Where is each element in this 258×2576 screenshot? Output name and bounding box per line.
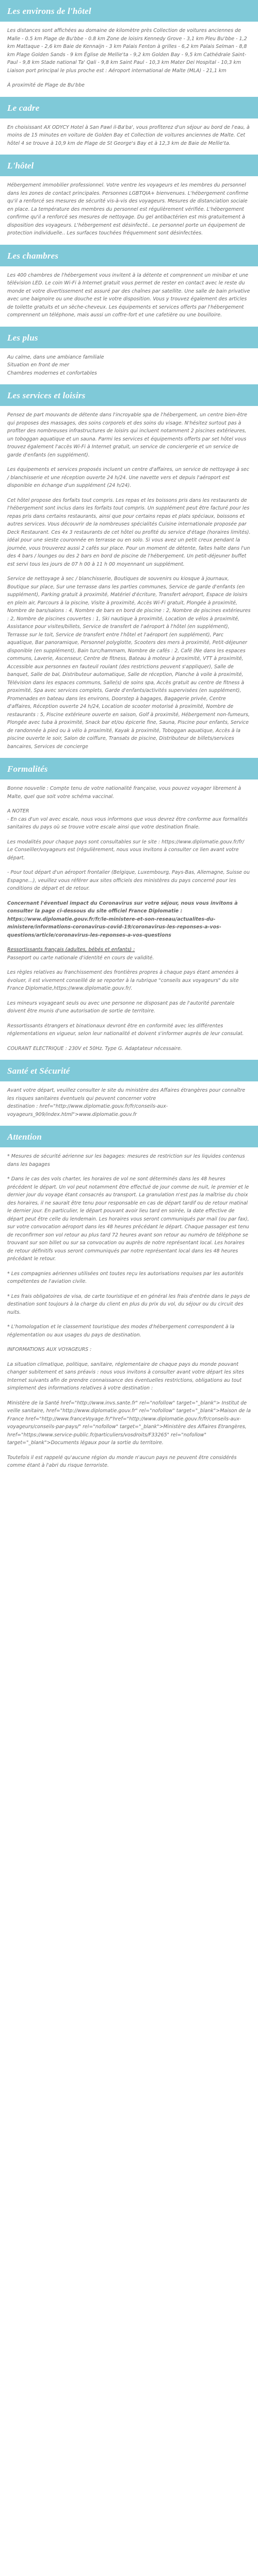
services-forfaits: Cet hôtel propose des forfaits tout compris. Les repas et les boissons pris dans les restaurants de l'hébergement sont inclus dans les forfaits tout compris. Un supplément peut être facturé pour les repas pris dans certains restaurants, ainsi que pour certains repas et plats spéciaux, boissons et autres services. Vous découvrir de la nombreuses spécialités Cuisine internationale proposée par Deck Restaurant. Ces 4x 3 restaurants de cet hôtel ou profité du service d'étage (horaires limités). idéal pour une sieste couronnée en terrasse ou en solo. Si vous avez un petit creux pendant la journée, vous trouverez aussi 2 cafés sur place. Pour un moment de détente, faites halte dans l'un des 4 bars / lounges ou des 2 bars en bord de piscine de l'hébergement. Un petit-déjeuner buffet est servi tous les jours de 07 h 00 à 11 h 00 moyennant un supplément.: [7, 497, 251, 567]
section-title-environs: Les environs de l'hôtel: [0, 0, 258, 22]
formalites-etrangers: Ressortissants étrangers et binationaux devront être en conformité avec les différentes réglementations en vigueur, selon leur nationalité et doivent s'informer auprès de leur consulat.: [7, 1023, 244, 1037]
attention-bagages-link[interactable]: * Mesures de sécurité aérienne sur les bagages: mesures de restriction sur les liquides contenus dans les bagages: [7, 1154, 245, 1167]
section-title-hotel: L'hôtel: [0, 155, 258, 176]
attention-ministere-link[interactable]: Ministère de la Santé href="http://www.invs.sante.fr" rel="nofollow" target="_blank"> Institut de veille sanitaire, href="http://www.diplomatie.gouv.fr" rel="nofollow" target="_blank">Maison de la France href="http://www.franceVoyage.fr/"href="http://www.diplomatie.gouv.fr/fr/conseils-aux-voyageurs/conseils-par-pays/" rel="nofollow" target="_blank">Ministère des Affaires Etrangères, href="https://www.service-public.fr/particuliers/vosdroits/F33265" rel="nofollow" target="_blank">Documents légaux pour la sortie du territoire.: [7, 1400, 251, 1446]
services-liste: Service de nettoyage à sec / blanchisserie, Boutiques de souvenirs ou kiosque à journaux, Boutique sur place, Sur une terrasse dans les parties communes, Service de garde d'enfants (en supplément), Parking gratuit à proximité, Matériel d'écriture, Transfert aéroport, Espace de loisirs en plein air, Parcours à la piscine, Visite à proximité, Accès Wi-Fi gratuit, Plongée à proximité, Nombre de bars/salons : 4, Nombre de bars en bord de piscine : 2, Nombre de piscines extérieures : 2, Nombre de piscines couvertes : 1, Ski nautique à proximité, Location de vélos à proximité, Assistance pour visites/billets, Service de transfert de l'aéroport à l'hôtel (en supplément), Terrasse sur le toit, Service de transfert entre l'hôtel et l'aéroport (en supplément), Parc aquatique, Bar panoramique, Personnel polyglotte, Scooters des mers à proximité, Petit-déjeuner disponible (en supplément), Bain turc/hammam, Nombre de cafés : 2, Café (Ne dans les espaces communs, Laverie, Ascenseur, Centre de fitness, Bateau à moteur à proximité, VTT à proximité, Accessible aux personnes en fauteuil roulant (des restrictions peuvent s'appliquer), Salle de banquet, Salle de bal, Distributeur automatique, Salle de réception, Planche à voile à proximité, Télévision dans les espaces communs, Salle(s) de soins spa, Accès gratuit au centre de fitness à proximité, Spa avec services complets, Garde d'enfants/activités supervisées (en supplément), Promenades en bateau dans les environs, Doorstep à bagages, Bagagerie privée, Centre d'affaires, Réception ouverte 24 h/24, Location de scooter motorisé à proximité, Nombre de restaurants : 5, Piscine extérieure ouverte en saison, Golf à proximité, Hébergement non-fumeurs, Plongée avec tuba à proximité, Snack bar et/ou épicerie fine, Sauna, Piscine pour enfants, Service de randonnée à pied ou à vélo à proximité, Kayak à proximité, Toboggan aquatique, Accès à la piscine ouverte le soir, Salon de coiffure, Transats de piscine, Distributeur de billets/services bancaires, Services de concierge: [7, 576, 251, 750]
section-title-attention: Attention: [0, 1126, 258, 1147]
environs-nearby: À proximité de Plage de Bu'bbe: [7, 82, 85, 88]
section-title-cadre: Le cadre: [0, 97, 258, 118]
plus-item-calme: Au calme, dans une ambiance familiale: [7, 354, 104, 360]
chambres-text: Les 400 chambres de l'hébergement vous invitent à la détente et comprennent un minibar et une télévision LED. Le coin Wi-Fi à Internet gratuit vous permet de rester en contact avec le reste du monde et votre divertissement est assuré par des chaînes par satellite. Une salle de bain privative avec une baignoire ou une douche est le votre disposition. Vous y trouvez également des articles de toilette gratuits et un sèche-cheveux. Les équipements et services offerts par l'hébergement comprennent un téléphone, mais aussi un coffre-fort et une cafetière ou une bouilloire.: [7, 272, 250, 318]
section-body-plus: [0, 348, 258, 385]
attention-infos-voyageurs: INFORMATIONS AUX VOYAGEURS :: [7, 1347, 92, 1352]
cadre-text: En choisissant AX ODYCY Hotel à San Pawl il-Ba'ba', vous profiterez d'un séjour au bord de l'eau, à moins de 15 minutes en voiture de Golden Bay et Collection de voitures anciennes de Malte. Cet hôtel 4 se trouve à 10,9 km de Plage de St George's Bay et à 12,3 km de Baie de Mellie'ta.: [7, 124, 250, 146]
formalites-passeport: Passeport ou carte nationale d'identité en cours de validité.: [7, 955, 154, 961]
environs-distances: Les distances sont affichées au domaine de kilomètre près Collection de voitures anciennes de Malle - 0.5 km Plage de Bu'bbe - 0.8 km Zone de loisirs Kennedy Grove - 3,1 km Pleu Bu'bbe - 1,2 km Mattaque - 2,6 km Baie de Kennaijn - 3 km Palais Fenton à grilles - 6,2 km Palais Selman - 8,8 km Plage Golden Sands - 9 km Église de Mellie'ta - 9,2 km Golden Bay - 9,5 km Cathédrale Saint-Paul - 9,8 km Stade national Ta' Qali - 9,8 km Saint Paul - 10,3 km Mater Dei Hospital - 10,3 km Liaison port principal le plus proche est : Aéroport international de Malte (MLA) - 21,1 km: [7, 28, 247, 74]
sante-destination-link[interactable]: destination : href="http://www.diplomatie.gouv.fr/fr/conseils-aux-voyageurs_909/index.html">www.diplomatie.gouv.fr: [7, 1104, 168, 1117]
attention-terrorisme: Toutefois il est rappelé qu'aucune région du monde n'aucun pays ne peuvent être considérés comme étant à l'abri du risque terroriste.: [7, 1454, 237, 1468]
formalites-mineurs: Les mineurs voyageant seuls ou avec une personne ne disposant pas de l'autorité parentale doivent être munis d'une autorisation de sortie de territoire.: [7, 1000, 235, 1014]
section-body-environs: [0, 22, 258, 97]
sante-intro: Avant votre départ, veuillez consulter le site du ministère des Affaires étrangères pour connaître les risques sanitaires éventuels qui peuvent concerner votre: [7, 1088, 246, 1101]
section-title-plus: Les plus: [0, 327, 258, 348]
formalites-aeroport-frontalier: - Pour tout départ d'un aéroport frontalier (Belgique, Luxembourg, Pays-Bas, Allemagne, Suisse ou Espagne...), veuillez vous référer aux sites officiels des ministères du pays concerné pour les conditions de départ et de retour.: [7, 870, 250, 891]
section-body-services: [0, 406, 258, 758]
hotel-text: Hébergement immobilier professionnel. Votre ventre les voyageurs et les membres du personnel dans les zones de contact principales. Personnes LGBTQIA+ bienvenues. L'hébergement confirme qu'il a renforcé ses mesures de sécurité vis-à-vis des voyageurs. Mesures de distanciation sociale en place. La température des membres du personnel est régulièrement vérifiée. L'hébergement confirme qu'il a renforcé ses mesures de nettoyage. Du gel antibactérien est mis gratuitement à disposition des voyageurs. L'hébergement est désinfecté.. Le personnel porte un équipement de protection individuelle.. Les surfaces touchées fréquemment sont désinfectées.: [7, 182, 249, 236]
attention-homologation: * L'homologation et le classement touristique des modes d'hébergement correspondent à la réglementation ou aux usages du pays de destination.: [7, 1324, 235, 1338]
formalites-escale: - En cas d'un vol avec escale, nous vous informons que vous devrez être conforme aux formalités sanitaires du pays où se trouve votre escale ainsi que votre destination finale.: [7, 816, 248, 830]
section-body-hotel: [0, 176, 258, 245]
formalites-bonne-nouvelle: Bonne nouvelle : Compte tenu de votre nationalité française, vous pouvez voyager librement à Malte, quel que soit votre schéma vaccinal.: [7, 786, 241, 800]
section-title-sante: Santé et Sécurité: [0, 1060, 258, 1081]
section-body-attention: [0, 1147, 258, 1477]
plus-item-chambres: Chambres modernes et confortables: [7, 370, 97, 376]
services-equipements: Les équipements et services proposés incluent un centre d'affaires, un service de nettoyage à sec / blanchisserie et une réception ouverte 24 h/24. Une navette vers et depuis l'aéroport est disponible en échange d'un supplément (24 h/24).: [7, 467, 249, 488]
section-title-formalites: Formalités: [0, 758, 258, 779]
attention-vols-charter: * Dans le cas des vols charter, les horaires de vol ne sont déterminés dans les 48 heures précédent le départ. Un vol peut notamment être effectué de jour comme de nuit, le premier et le dernier jour du voyage étant consacrés au transport. La granulation n'est pas la maîtrise du choix des horaires, il ne saurait être tenu pour responsable en cas de départ tardif ou de retour matinal le dernier jour. En particulier, le départ pouvant avoir lieu tard en soirée, la date effective de départ peut être celle du lendemain. Les horaires vous seront communiqués par mail (ou par fax), sur votre convocation aéroport dans les 48 heures précédant le départ. Chaque passager est tenu de reconfirmer son vol retour au plus tard 72 heures avant son retour au numéro de téléphone se trouvant sur son billet ou sur sa convocation ou auprès de notre représentant local. Les horaires de retour définitifs vous seront communiqués par notre représentant local dans les 48 heures précédant le retour.: [7, 1176, 249, 1262]
formalites-ressortissants-francais-link[interactable]: Ressortissants français (adultes, bébés et enfants) :: [7, 947, 135, 953]
services-spa: Pensez de part mouvants de détente dans l'incroyable spa de l'hébergement, un centre bien-être qui proposes des massages, des soins corporels et des soins du visage. N'hésitez surtout pas à profiter des nombreuses infrastructures de loisirs qui incluent notamment 2 piscines extérieures, un toboggan aquatique et un sauna. Parmi les services et équipements offerts par set hôtel vous trouvez également l'accès Wi-Fi à Internet gratuit, un service de conciergerie et un service de garde d'enfants (en supplément).: [7, 412, 247, 458]
formalites-coronavirus: Concernant l'éventuel impact du Coronavirus sur votre séjour, nous vous invitons à consulter la page ci-dessous du site officiel France Diplomatie : https://www.diplomatie.gouv.fr/fr/le-ministere-et-son-reseau/actualites-du-ministere/informations-coronavirus-covid-19/coronavirus-les-reponses-a-vos-questions/article/coronavirus-les-reponses-a-vos-questions: [7, 900, 238, 938]
section-body-sante: [0, 1081, 258, 1126]
formalites-modalites: Les modalités pour chaque pays sont consultables sur le site : https://www.diplomatie.gouv.fr/fr/ Le Conseiller/voyageurs est (régulièrement, nous vous invitons à consulter ce lien avant votre départ.: [7, 839, 244, 861]
section-body-chambres: [0, 266, 258, 327]
formalites-a-noter: A NOTER: [7, 808, 29, 814]
section-title-chambres: Les chambres: [0, 245, 258, 266]
formalites-courant: COURANT ELECTRIQUE : 230V et 50Hz. Type G. Adaptateur nécessaire.: [7, 1045, 182, 1052]
attention-frais: * Les frais obligatoires de visa, de carte touristique et en général les frais d'entrée dans le pays de destination sont toujours à la charge du client en plus du prix du vol, du séjour ou du circuit des nuits.: [7, 1293, 250, 1315]
plus-item-front-de-mer: Situation en front de mer: [7, 362, 70, 368]
formalites-regles: Les règles relatives au franchissement des frontières propres à chaque pays étant amenées à évoluer, il est vivement conseillé de se reporter à la rubrique "conseils aux voyageurs" du site France Diplomatie,https://www.diplomatie.gouv.fr/.: [7, 970, 239, 991]
section-body-formalites: [0, 779, 258, 1060]
section-body-cadre: [0, 118, 258, 155]
attention-situation: La situation climatique, politique, sanitaire, réglementaire de chaque pays du monde pouvant changer subitement et sans préavis : nous vous invitons à consulter avant votre départ les sites Internet suivants afin de prendre connaissance des éventuelles restrictions, obligations au tout simplement des informations relatives à votre destination :: [7, 1361, 244, 1391]
section-title-services: Les services et loisirs: [0, 384, 258, 406]
attention-compagnies: * Les compagnies aériennes utilisées ont toutes reçu les autorisations requises par les autorités compétentes de l'aviation civile.: [7, 1270, 244, 1284]
